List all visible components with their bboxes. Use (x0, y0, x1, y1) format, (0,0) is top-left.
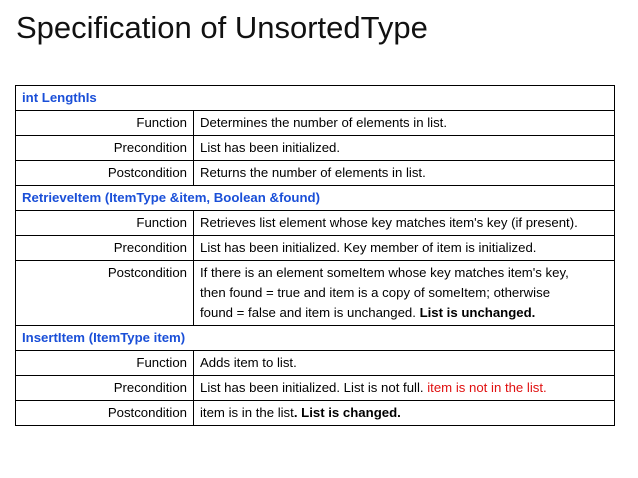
table-row (16, 161, 615, 186)
section-header-row (16, 86, 615, 111)
table-row (16, 136, 615, 161)
row-value: Adds item to list. (194, 351, 615, 376)
specification-table (15, 85, 615, 426)
section-header: int LengthIs (16, 86, 615, 111)
row-value: Determines the number of elements in list. (194, 111, 615, 136)
row-key: Postcondition (16, 261, 194, 326)
table-row (16, 261, 615, 326)
table-row (16, 211, 615, 236)
table-row (16, 376, 615, 401)
row-key: Function (16, 351, 194, 376)
row-key: Postcondition (16, 401, 194, 426)
value-emphasis-red: item is not in the list. (427, 380, 547, 395)
value-text: List has been initialized. List is not full. (200, 380, 428, 395)
row-value (194, 401, 615, 426)
value-line: found = false and item is unchanged. (200, 305, 420, 320)
row-value: Retrieves list element whose key matches item's key (if present). (194, 211, 615, 236)
slide-title: Specification of UnsortedType (16, 10, 428, 45)
value-text: item is in the list (200, 405, 294, 420)
row-key: Precondition (16, 136, 194, 161)
row-key: Function (16, 211, 194, 236)
row-key: Precondition (16, 376, 194, 401)
section-header-row (16, 326, 615, 351)
row-value: List has been initialized. (194, 136, 615, 161)
value-emphasis-bold: List is unchanged. (419, 305, 536, 320)
value-emphasis-bold: . List is changed. (293, 405, 401, 420)
value-line: If there is an element someItem whose key matches item's key, (200, 265, 569, 280)
value-line: then found = true and item is a copy of someItem; otherwise (200, 285, 551, 300)
table-row (16, 236, 615, 261)
row-value: Returns the number of elements in list. (194, 161, 615, 186)
table-row (16, 351, 615, 376)
section-header: InsertItem (ItemType item) (16, 326, 615, 351)
row-value: List has been initialized. Key member of item is initialized. (194, 236, 615, 261)
row-key: Precondition (16, 236, 194, 261)
section-header: RetrieveItem (ItemType &item, Boolean &found) (16, 186, 615, 211)
table-row (16, 401, 615, 426)
row-key: Postcondition (16, 161, 194, 186)
row-value (194, 376, 615, 401)
row-key: Function (16, 111, 194, 136)
table-row (16, 111, 615, 136)
row-value (194, 261, 615, 326)
section-header-row (16, 186, 615, 211)
